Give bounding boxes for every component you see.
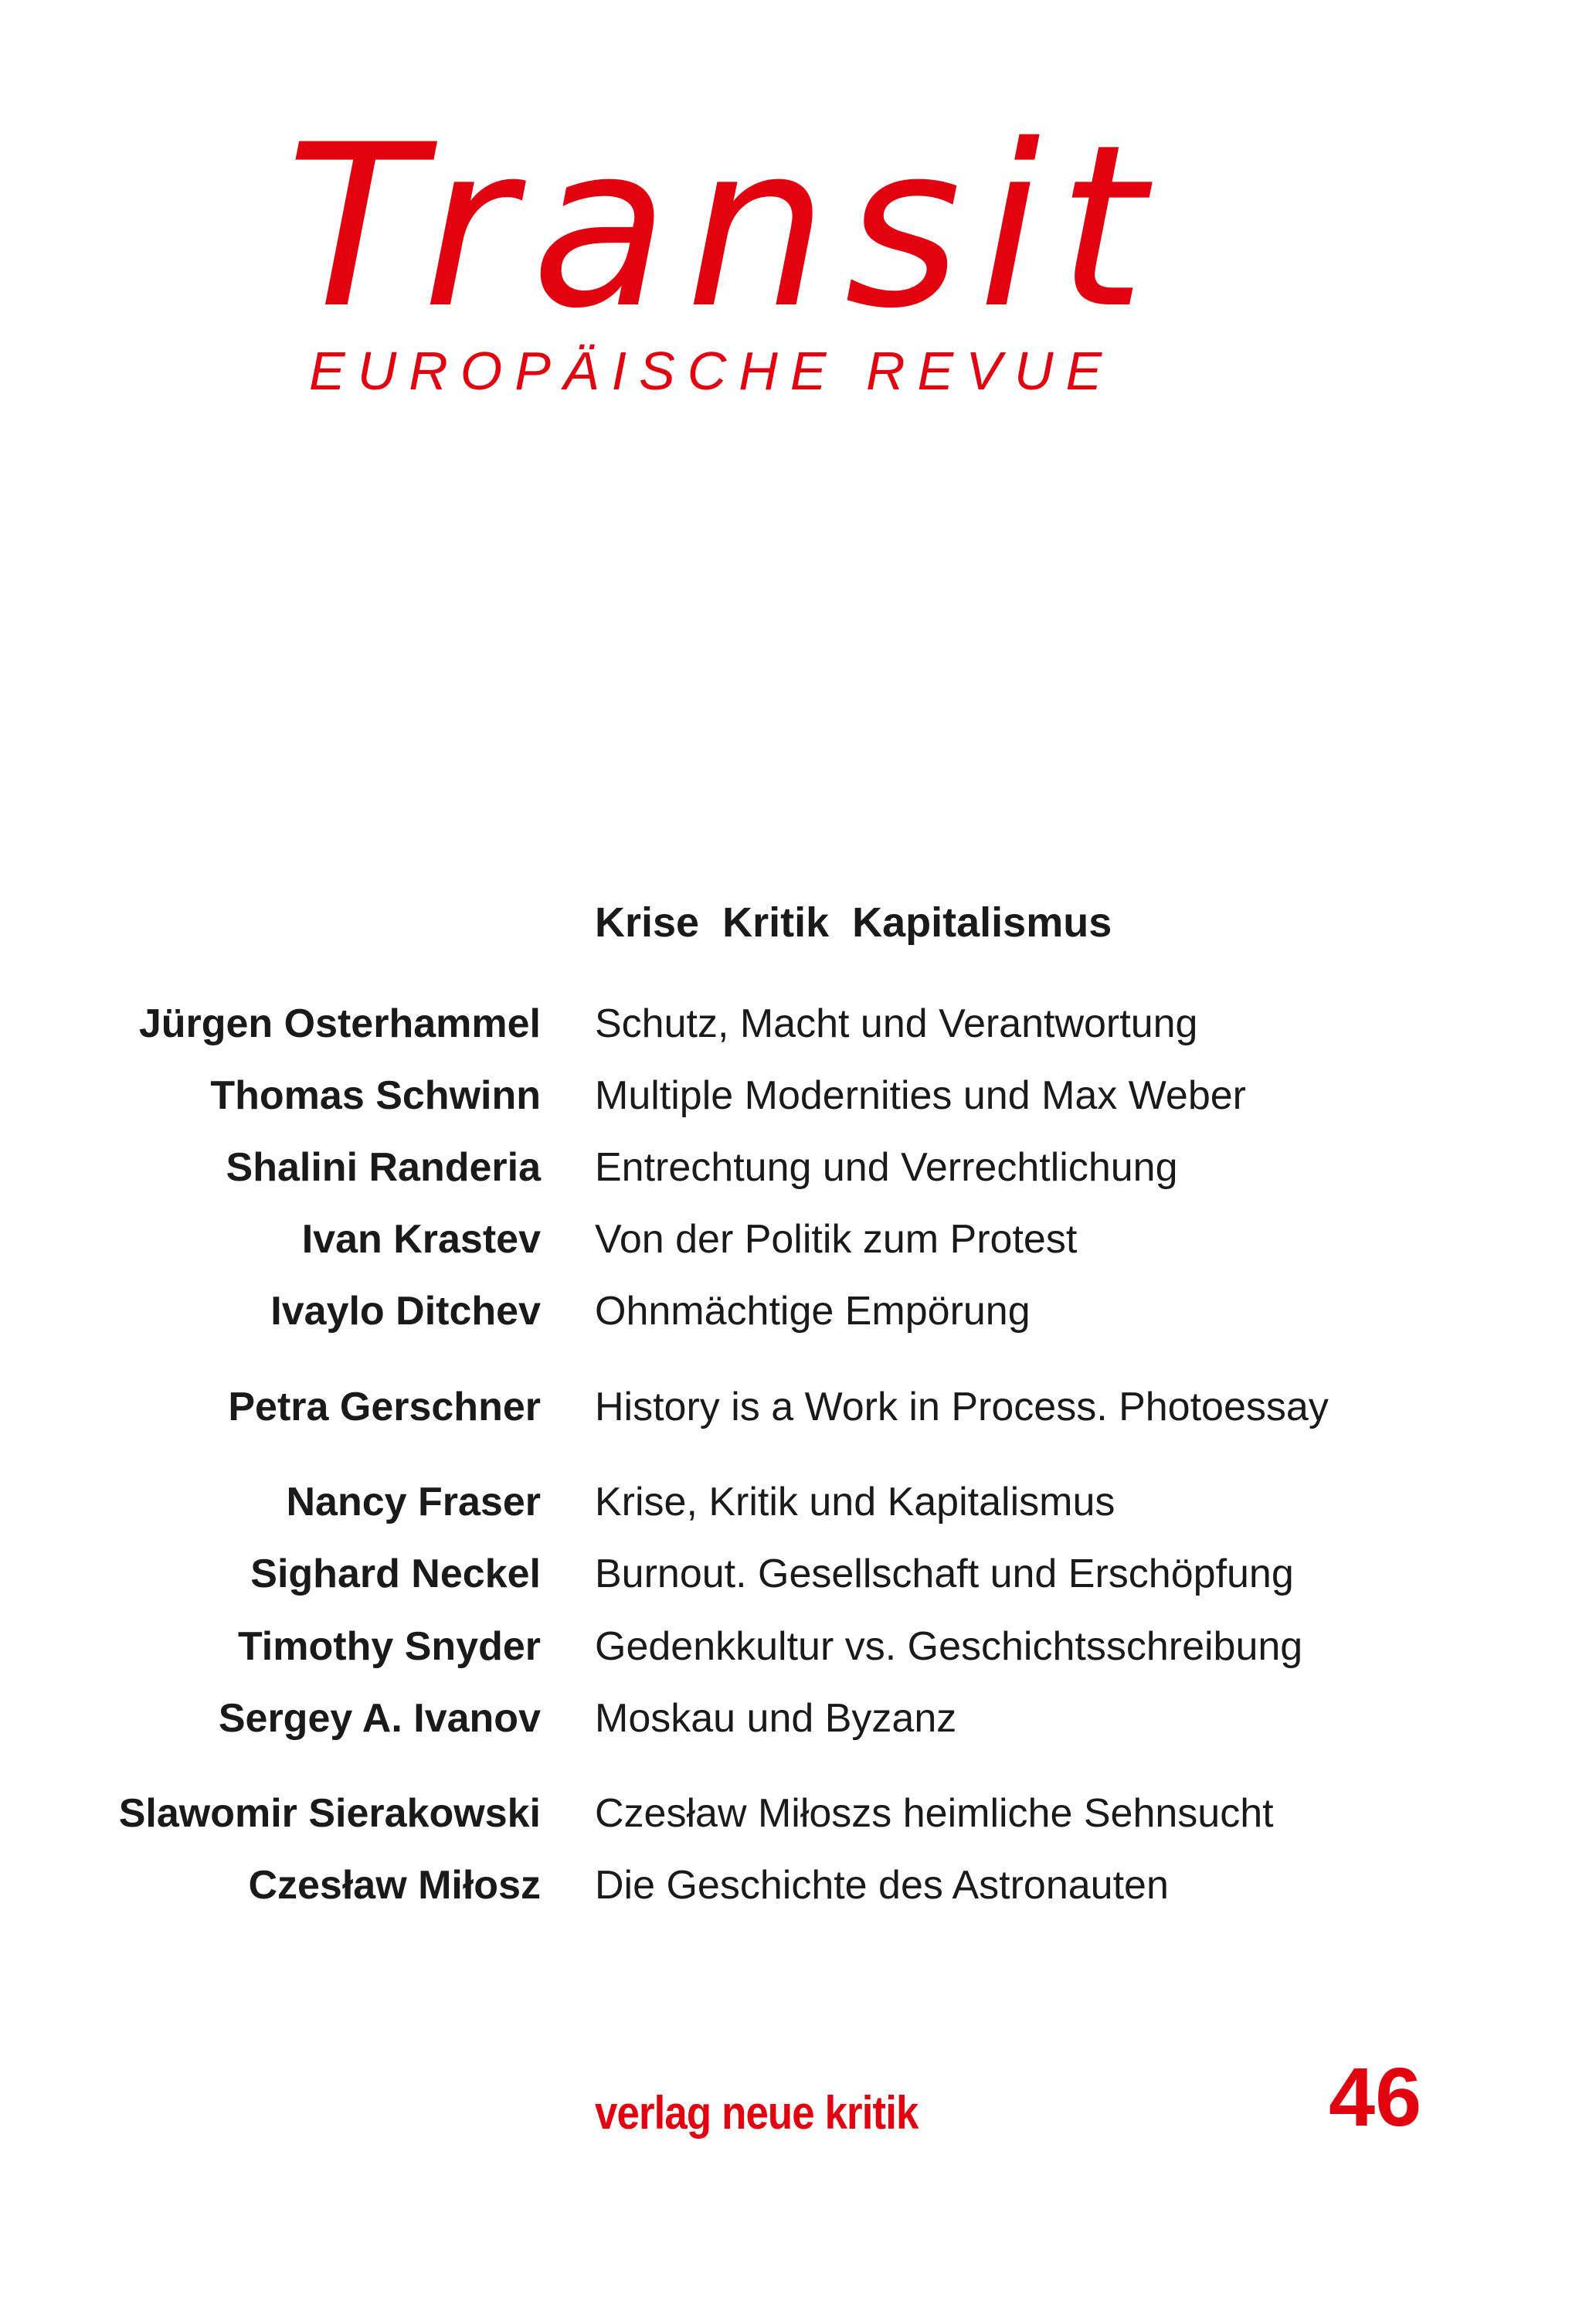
toc-title: History is a Work in Process. Photoessay: [595, 1385, 1329, 1429]
toc-author: Timothy Snyder: [237, 1624, 541, 1669]
toc-author: Shalini Randeria: [226, 1145, 541, 1190]
toc-row: [0, 1786, 1596, 1840]
toc-title: Entrechtung und Verrechtlichung: [595, 1145, 1178, 1190]
toc-row: [0, 1069, 1596, 1123]
toc-author: Thomas Schwinn: [210, 1073, 541, 1118]
toc-author: Czesław Miłosz: [248, 1863, 541, 1908]
toc-title: Burnout. Gesellschaft und Erschöpfung: [595, 1552, 1294, 1596]
toc-row: [0, 1284, 1596, 1338]
toc-title: Ohnmächtige Empörung: [595, 1289, 1031, 1334]
toc-title: Multiple Modernities und Max Weber: [595, 1073, 1246, 1118]
toc-title: Die Geschichte des Astronauten: [595, 1863, 1169, 1908]
toc-title: Schutz, Macht und Verantwortung: [595, 1001, 1198, 1046]
publisher-name: verlag neue kritik: [595, 2087, 919, 2139]
toc-row: [0, 1212, 1596, 1266]
toc-author: Sergey A. Ivanov: [218, 1696, 541, 1741]
toc-row: [0, 1858, 1596, 1912]
toc-row: [0, 1140, 1596, 1195]
toc-row: [0, 1547, 1596, 1601]
issue-number: 46: [1329, 2050, 1422, 2143]
toc-author: Ivan Krastev: [301, 1217, 541, 1262]
toc-author: Sighard Neckel: [250, 1552, 541, 1596]
toc-row: [0, 1691, 1596, 1745]
toc-title: Krise, Kritik und Kapitalismus: [595, 1480, 1116, 1524]
toc-row: [0, 1475, 1596, 1529]
toc-title: Czesław Miłoszs heimliche Sehnsucht: [595, 1791, 1274, 1836]
issue-theme: Krise Kritik Kapitalismus: [595, 899, 1112, 946]
toc-author: Ivaylo Ditchev: [270, 1289, 541, 1334]
masthead-subtitle: EUROPÄISCHE REVUE: [309, 341, 1115, 401]
toc-title: Gedenkkultur vs. Geschichtsschreibung: [595, 1624, 1303, 1669]
toc-row: [0, 1380, 1596, 1434]
masthead-title: Transit: [286, 97, 1163, 358]
toc-title: Von der Politik zum Protest: [595, 1217, 1078, 1262]
toc-row: [0, 997, 1596, 1051]
toc-author: Petra Gerschner: [228, 1385, 541, 1429]
toc-title: Moskau und Byzanz: [595, 1696, 957, 1741]
toc-author: Slawomir Sierakowski: [118, 1791, 541, 1836]
toc-row: [0, 1620, 1596, 1674]
toc-author: Nancy Fraser: [286, 1480, 541, 1524]
toc-author: Jürgen Osterhammel: [138, 1001, 541, 1046]
